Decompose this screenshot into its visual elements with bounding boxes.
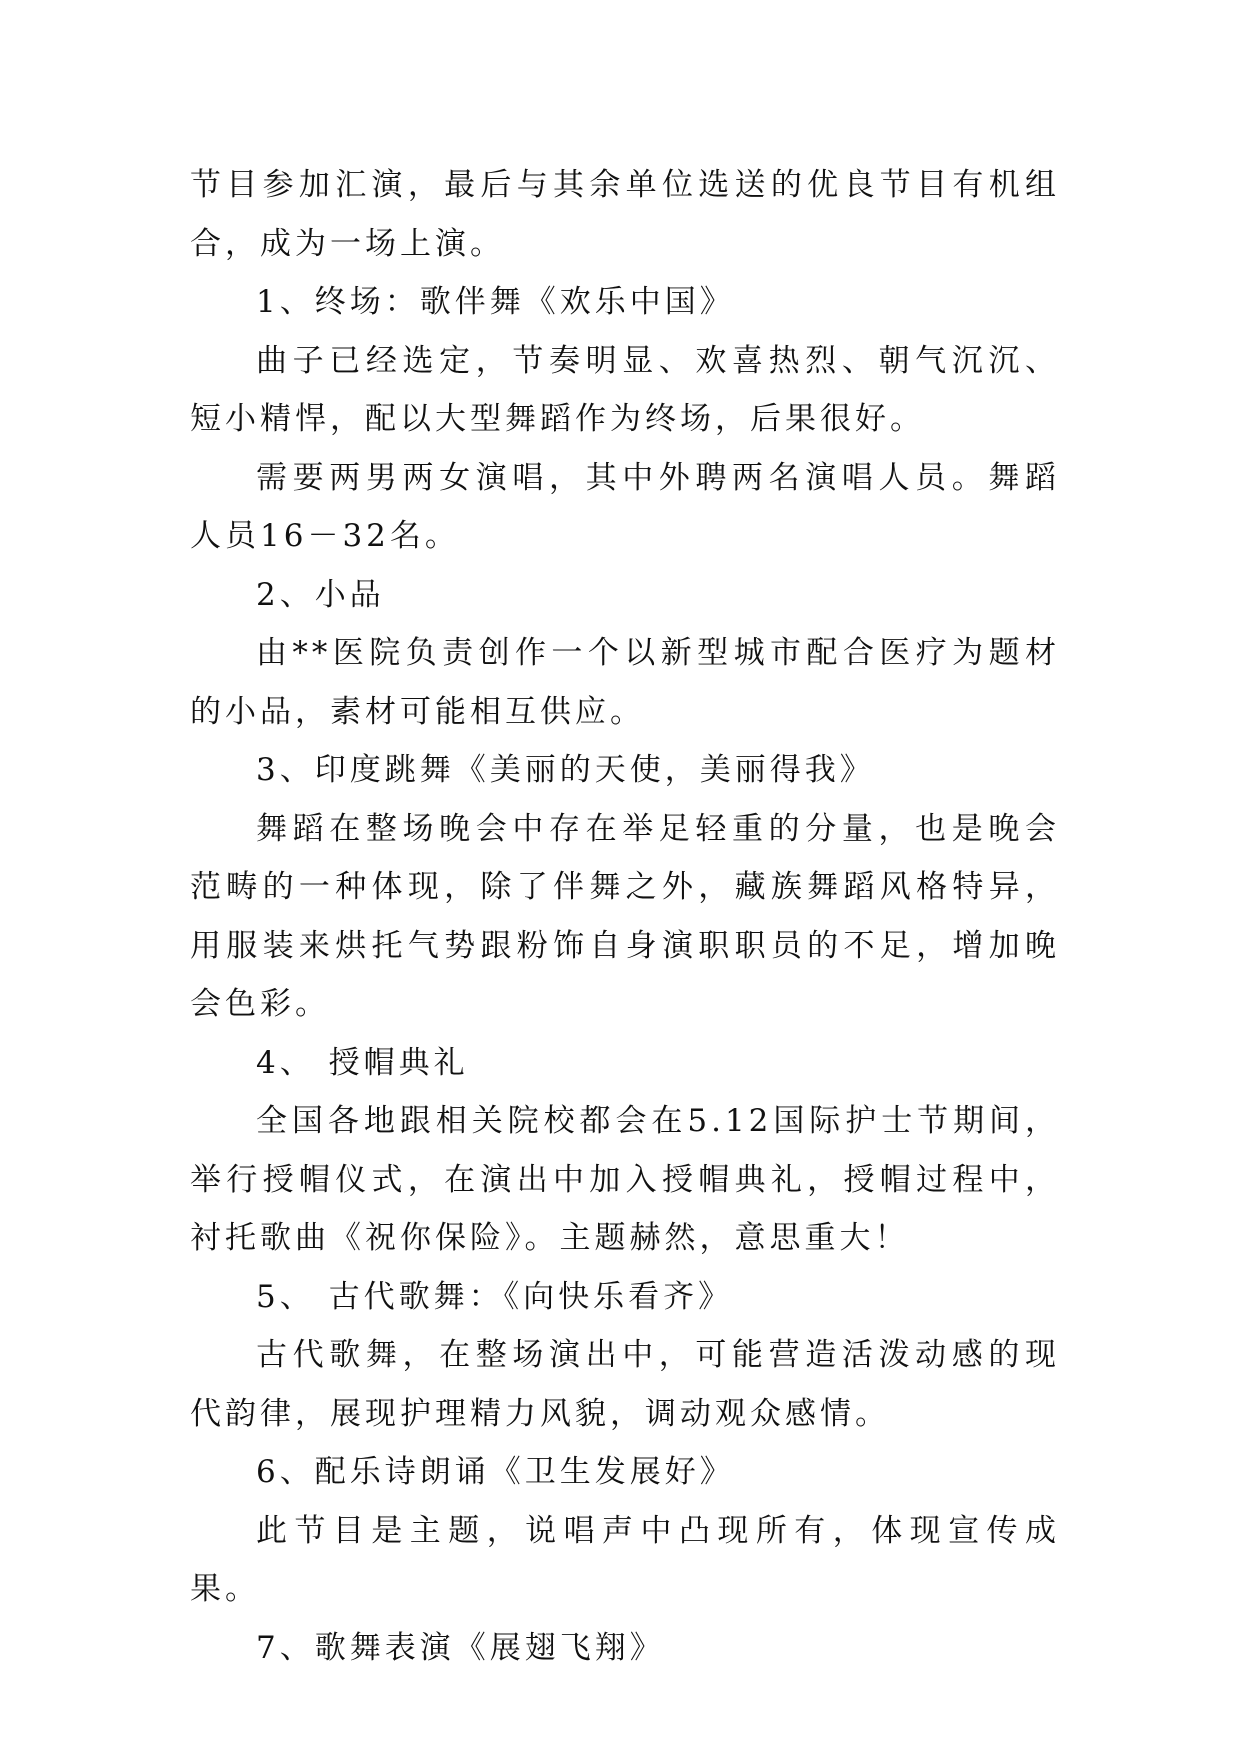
item-heading-2: 2、小品 [256,576,385,613]
paragraph: 此节目是主题，说唱声中凸现所有，体现宣传成果。 [190,1512,1060,1607]
paragraph: 舞蹈在整场晚会中存在举足轻重的分量，也是晚会范畴的一种体现，除了伴舞之外，藏族舞蹈风格特异，用服装来烘托气势跟粉饰自身演职职员的不足，增加晚会色彩。 [190,810,1060,1022]
item-heading-5: 5、 古代歌舞：《向快乐看齐》 [256,1278,734,1315]
document-body [190,156,1060,1677]
paragraph: 曲子已经选定，节奏明显、欢喜热烈、朝气沉沉、短小精悍，配以大型舞蹈作为终场，后果很好。 [190,342,1060,437]
paragraph-continuation: 节目参加汇演，最后与其余单位选送的优良节目有机组合，成为一场上演。 [190,167,1060,262]
paragraph: 古代歌舞，在整场演出中，可能营造活泼动感的现代韵律，展现护理精力风貌，调动观众感情。 [190,1337,1060,1432]
paragraph: 全国各地跟相关院校都会在5.12国际护士节期间，举行授帽仪式，在演出中加入授帽典礼，授帽过程中，衬托歌曲《祝你保险》。主题赫然，意思重大！ [190,1103,1060,1256]
item-heading-7: 7、歌舞表演《展翅飞翔》 [256,1629,665,1666]
item-heading-3: 3、印度跳舞《美丽的天使，美丽得我》 [256,752,875,788]
item-heading-4: 4、 授帽典礼 [256,1044,469,1081]
item-heading-1: 1、终场：歌伴舞《欢乐中国》 [256,284,735,320]
paragraph: 需要两男两女演唱，其中外聘两名演唱人员。舞蹈人员16－32名。 [190,459,1060,554]
item-heading-6: 6、配乐诗朗诵《卫生发展好》 [256,1454,735,1490]
paragraph: 由**医院负责创作一个以新型城市配合医疗为题材的小品，素材可能相互供应。 [190,635,1060,730]
